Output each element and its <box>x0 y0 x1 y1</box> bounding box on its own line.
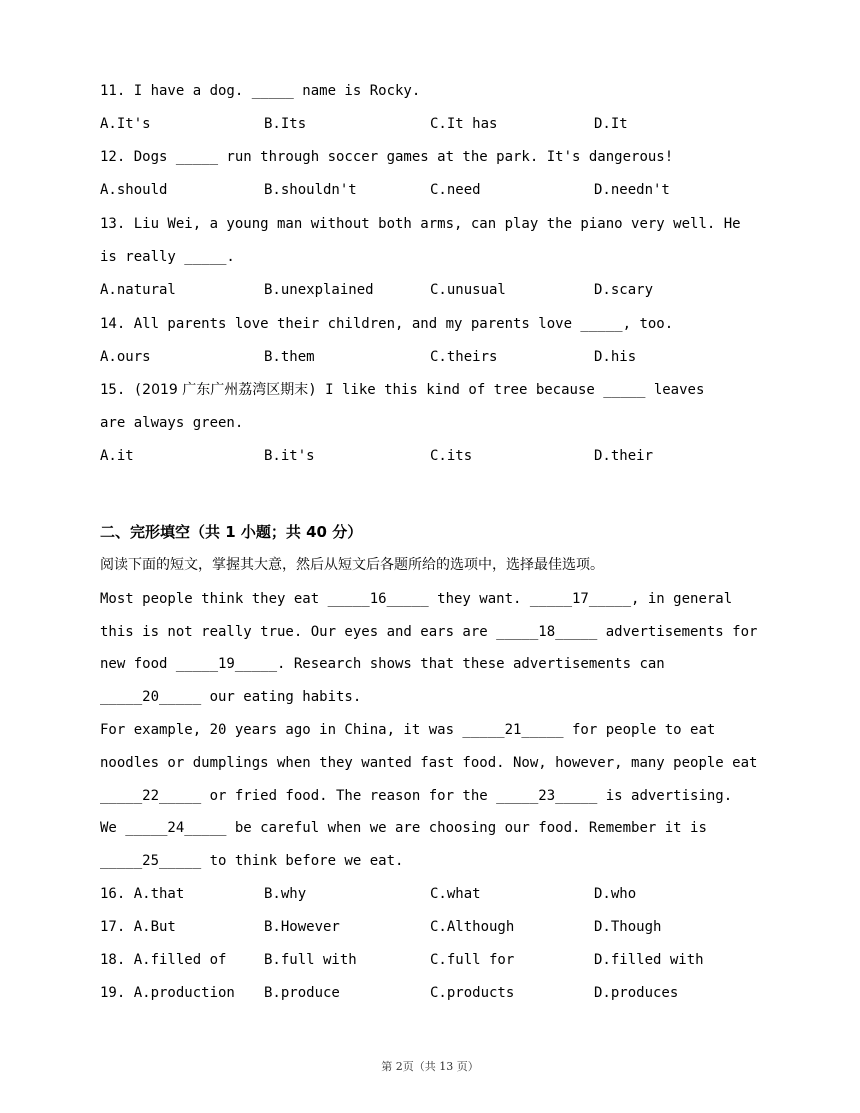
question-11-stem: 11. I have a dog. _____ name is Rocky. <box>100 83 421 99</box>
question-number <box>100 977 235 1010</box>
question-number-label: 18. <box>100 952 134 968</box>
question-12-stem: 12. Dogs _____ run through soccer games at the park. It's dangerous! <box>100 149 674 165</box>
option-a: A.But <box>133 919 176 935</box>
passage-line: noodles or dumplings when they wanted fast food. Now, however, many people eat <box>100 755 758 771</box>
question-number-label: 19. <box>100 985 134 1001</box>
passage-line: For example, 20 years ago in China, it was _____21_____ for people to eat <box>100 722 716 738</box>
option-c: C.theirs <box>430 349 498 365</box>
option-c: C.need <box>430 182 481 198</box>
option-a: A.that <box>133 886 185 902</box>
question-13-stem-line1: 13. Liu Wei, a young man without both arms, can play the piano very well. He <box>100 216 741 232</box>
question-15-prefix: 15. ( <box>100 382 143 398</box>
option-c: C.It has <box>430 116 498 132</box>
option-b: B.them <box>264 349 315 365</box>
option-c: C.what <box>430 886 481 902</box>
option-a: A.should <box>100 182 168 198</box>
option-d: D.needn't <box>594 182 670 198</box>
passage-line: We _____24_____ be careful when we are choosing our food. Remember it is <box>100 820 707 836</box>
question-13-options <box>100 274 760 307</box>
option-b: B.shouldn't <box>264 182 357 198</box>
option-b: B.unexplained <box>264 282 374 298</box>
question-17-options <box>100 911 760 944</box>
passage-line: this is not really true. Our eyes and ears are _____18_____ advertisements for <box>100 624 758 640</box>
question-14-stem: 14. All parents love their children, and my parents love _____, too. <box>100 316 674 332</box>
option-c: C.products <box>430 985 515 1001</box>
question-number-label: 16. <box>100 886 134 902</box>
passage-line: _____22_____ or fried food. The reason for the _____23_____ is advertising. <box>100 788 733 804</box>
option-a: A.it <box>100 448 134 464</box>
passage-line: new food _____19_____. Research shows that these advertisements can <box>100 656 665 672</box>
passage-line: _____25_____ to think before we eat. <box>100 853 404 869</box>
option-d: D.scary <box>594 282 654 298</box>
question-16-options <box>100 878 760 911</box>
option-d: D.Though <box>594 919 662 935</box>
question-15-source: 2019 广东广州荔湾区期末 <box>142 382 309 398</box>
question-15-rest: ) I like this kind of tree because _____ leaves <box>308 382 705 398</box>
question-number <box>100 944 226 977</box>
question-19-options <box>100 977 760 1010</box>
question-number-label: 17. <box>100 919 134 935</box>
option-d: D.their <box>594 448 654 464</box>
option-b: B.it's <box>264 448 315 464</box>
option-c: C.Although <box>430 919 515 935</box>
option-c: C.unusual <box>430 282 506 298</box>
option-a: A.It's <box>100 116 151 132</box>
option-a: A.filled of <box>133 952 227 968</box>
question-11-options <box>100 108 760 141</box>
question-15-options <box>100 440 760 473</box>
option-c: C.its <box>430 448 473 464</box>
passage-line: Most people think they eat _____16_____ they want. _____17_____, in general <box>100 591 733 607</box>
page-footer: 第 2页（共 13 页） <box>381 1060 479 1073</box>
question-15-stem-line2: are always green. <box>100 415 244 431</box>
question-15-stem-line1 <box>100 374 760 407</box>
option-a: A.production <box>133 985 235 1001</box>
section-instruction: 阅读下面的短文，掌握其大意，然后从短文后各题所给的选项中，选择最佳选项。 <box>100 557 604 573</box>
option-b: B.full with <box>264 952 357 968</box>
option-a: A.ours <box>100 349 151 365</box>
option-d: D.filled with <box>594 952 704 968</box>
option-d: D.his <box>594 349 637 365</box>
option-d: D.It <box>594 116 628 132</box>
option-c: C.full for <box>430 952 515 968</box>
passage-line: _____20_____ our eating habits. <box>100 689 362 705</box>
question-18-options <box>100 944 760 977</box>
option-b: B.why <box>264 886 307 902</box>
question-13-stem-line2: is really _____. <box>100 249 235 265</box>
option-d: D.who <box>594 886 637 902</box>
question-number <box>100 878 184 911</box>
question-12-options <box>100 174 760 207</box>
option-b: B.produce <box>264 985 340 1001</box>
section-heading: 二、完形填空（共 1 小题；共 40 分） <box>100 523 363 541</box>
option-b: B.Its <box>264 116 307 132</box>
option-b: B.However <box>264 919 340 935</box>
option-a: A.natural <box>100 282 176 298</box>
question-number <box>100 911 176 944</box>
option-d: D.produces <box>594 985 679 1001</box>
question-14-options <box>100 341 760 374</box>
